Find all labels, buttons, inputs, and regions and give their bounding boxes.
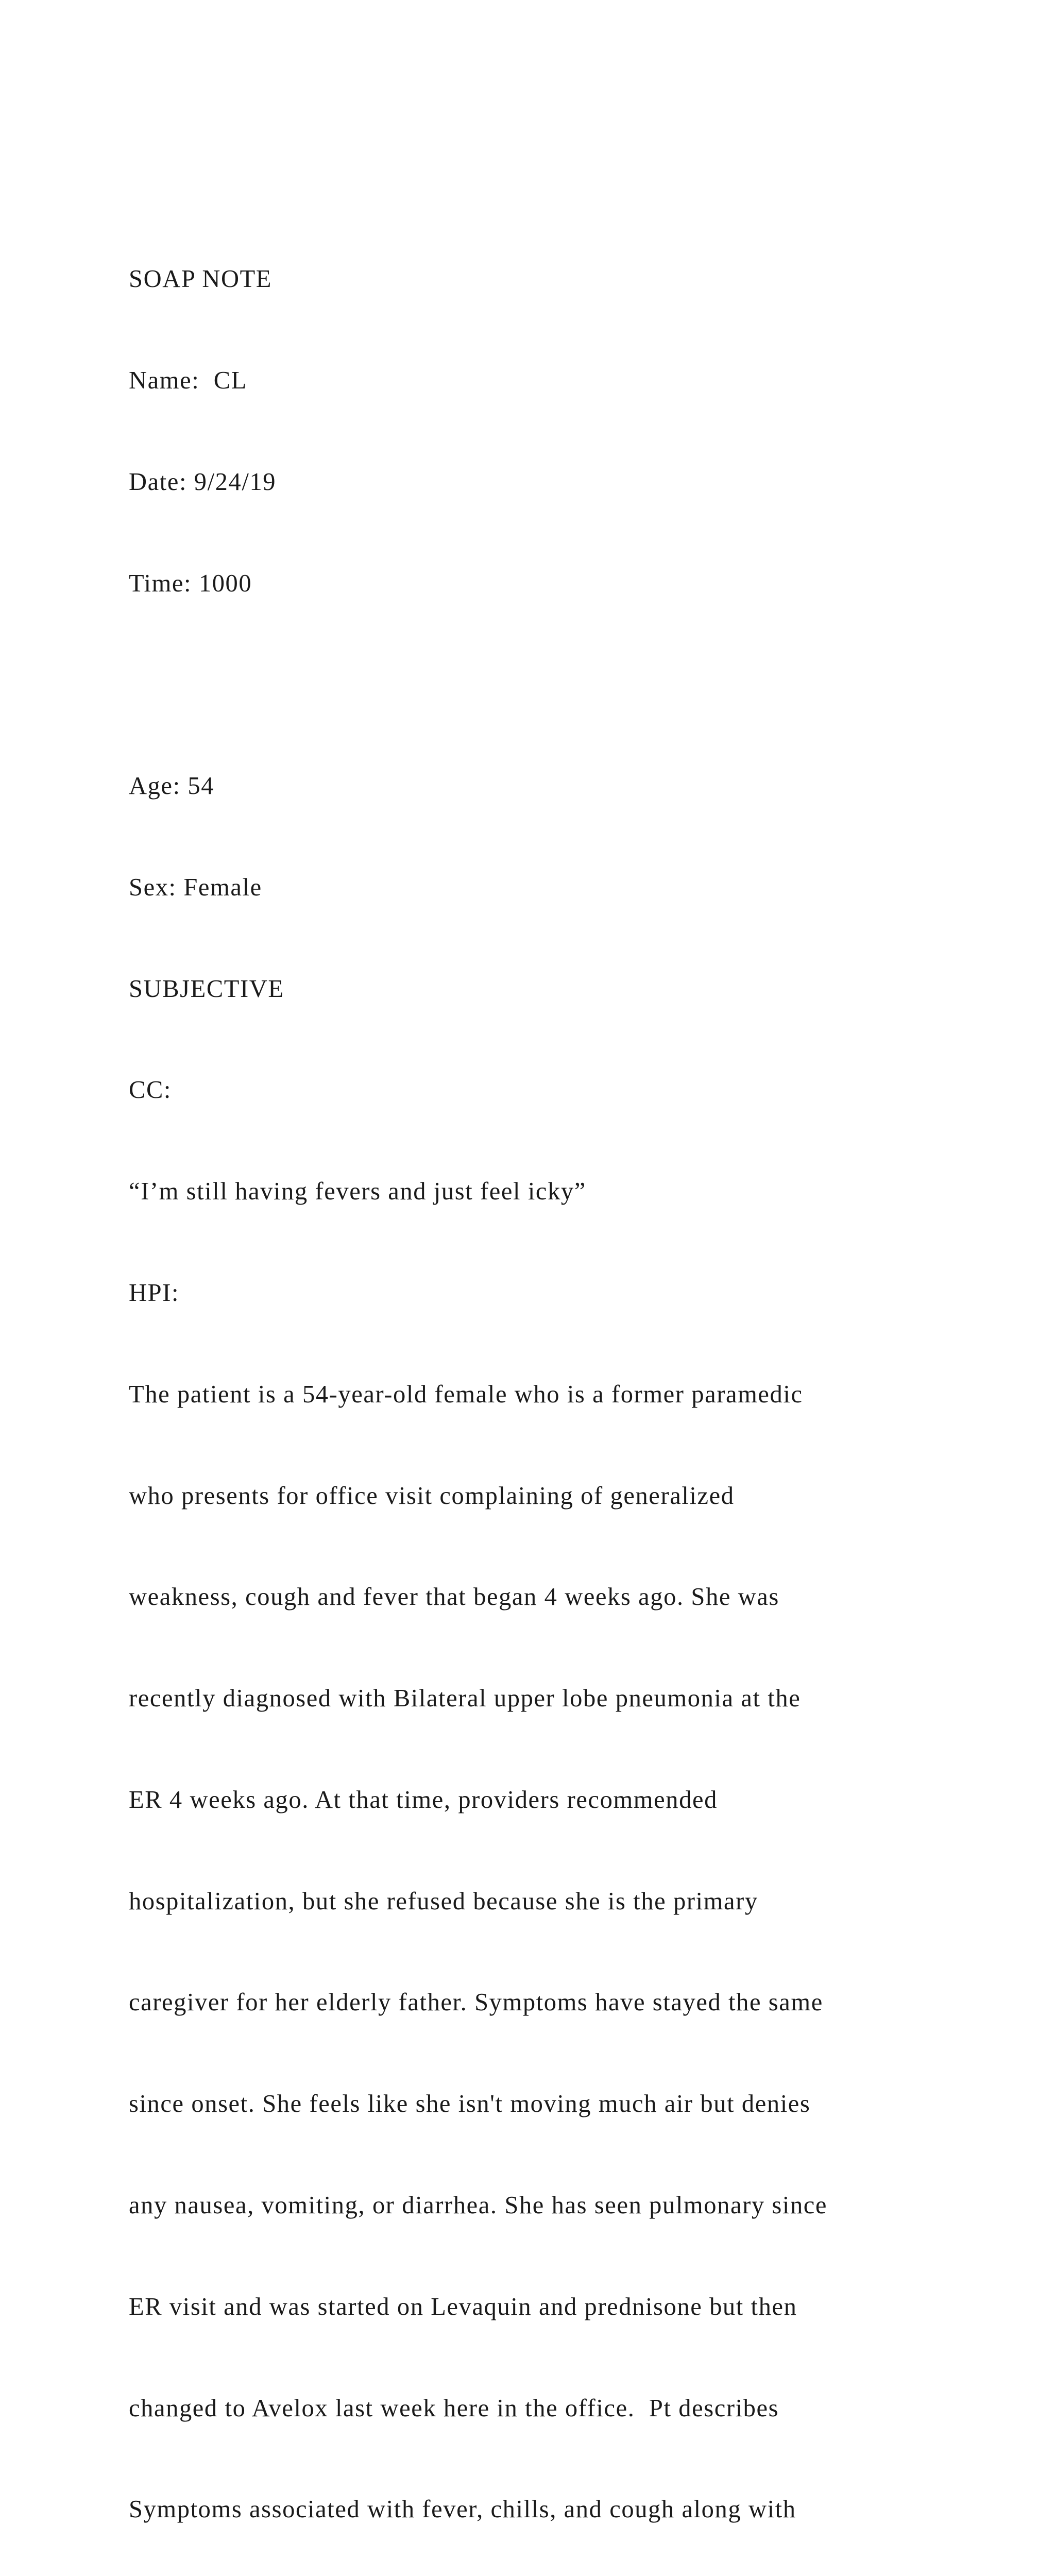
cc-label: CC:: [129, 1076, 172, 1104]
hpi-line: who presents for office visit complaining of generalized: [129, 1482, 735, 1510]
visit-time: Time: 1000: [129, 569, 252, 597]
hpi-line: any nausea, vomiting, or diarrhea. She has seen pulmonary since: [129, 2192, 828, 2219]
hpi-line: Symptoms associated with fever, chills, and cough along with: [129, 2496, 796, 2523]
hpi-label: HPI:: [129, 1279, 180, 1307]
patient-name: Name: CL: [129, 366, 247, 394]
document-title: SOAP NOTE: [129, 265, 273, 293]
hpi-line: recently diagnosed with Bilateral upper lobe pneumonia at the: [129, 1685, 801, 1713]
hpi-line: since onset. She feels like she isn't moving much air but denies: [129, 2090, 811, 2118]
hpi-line: ER 4 weeks ago. At that time, providers recommended: [129, 1786, 718, 1814]
cc-text: “I’m still having fevers and just feel icky”: [129, 1178, 586, 1206]
patient-sex: Sex: Female: [129, 873, 262, 901]
soap-note-text: [129, 195, 994, 2576]
visit-date: Date: 9/24/19: [129, 468, 277, 496]
hpi-line: weakness, cough and fever that began 4 weeks ago. She was: [129, 1583, 779, 1611]
hpi-line: changed to Avelox last week here in the office. Pt describes: [129, 2394, 779, 2422]
patient-age: Age: 54: [129, 772, 215, 800]
hpi-line: hospitalization, but she refused because she is the primary: [129, 1887, 758, 1915]
hpi-line: The patient is a 54-year-old female who is a former paramedic: [129, 1380, 803, 1408]
hpi-line: caregiver for her elderly father. Symptoms have stayed the same: [129, 1989, 823, 2016]
subjective-heading: SUBJECTIVE: [129, 975, 284, 1003]
spacer: [129, 668, 994, 702]
hpi-line: ER visit and was started on Levaquin and prednisone but then: [129, 2293, 797, 2320]
